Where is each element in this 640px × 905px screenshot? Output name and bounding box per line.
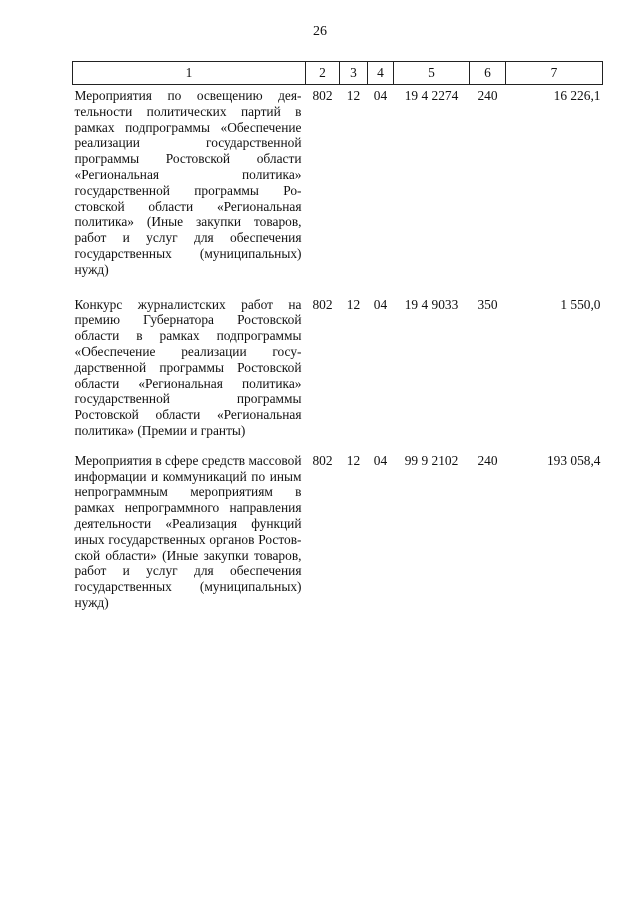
amount-value: 1 550,0 [560,296,601,312]
column-header-1: 1 [73,62,306,85]
ministry-code: 802 [312,296,333,312]
expense-type-code: 240 [477,452,498,468]
expense-name: Конкурс журналистских работ на премию Губернатора Ростовской области в рамках подпрограммы «Обеспечение реализации государственной программы Ростовской области «Региональная политика» государственной программы Ростовской области «Региональная политика» (Премии и гранты) [74,296,302,438]
ministry-code: 802 [312,88,333,103]
amount-value: 193 058,4 [546,452,601,468]
target-article-code: 99 9 2102 [404,452,459,468]
section-code: 12 [346,88,361,103]
column-header-3: 3 [340,62,368,85]
column-header-5: 5 [394,62,470,85]
section-code: 12 [346,452,361,468]
subsection-code: 04 [373,88,388,103]
column-header-7: 7 [506,62,603,85]
expense-type-code: 350 [477,296,498,312]
expense-type-code: 240 [477,88,498,103]
amount-value: 16 226,1 [553,88,601,103]
table-row [73,439,603,611]
column-header-4: 4 [368,62,394,85]
ministry-code: 802 [312,452,333,468]
column-header-2: 2 [306,62,340,85]
subsection-code: 04 [373,296,388,312]
target-article-code: 19 4 9033 [404,296,459,312]
table-row [73,278,603,439]
table-row [73,85,603,278]
section-code: 12 [346,296,361,312]
column-header-6: 6 [470,62,506,85]
page-number: 26 [313,24,327,39]
expense-name: Мероприятия в сфере средств массовой информации и коммуникаций по иным непрограммным мероприятиям в рамках непрограммного направления деятельности «Реализация функций иных государственных органов Ростовской области» (Иные закупки товаров, работ и услуг для обеспечения государственных (муниципальных) нужд) [74,452,302,610]
expense-name: Мероприятия по освещению деятельности политических партий в рамках подпрограммы «Обеспечение реализации государственной программы Ростовской области «Региональная политика» государственной программы Ростовской области «Региональная политика» (Иные закупки товаров, работ и услуг для обеспечения государственных (муниципальных) нужд) [74,88,302,277]
subsection-code: 04 [373,452,388,468]
table-header-row [73,62,603,85]
target-article-code: 19 4 2274 [404,88,459,103]
budget-table [72,61,603,611]
